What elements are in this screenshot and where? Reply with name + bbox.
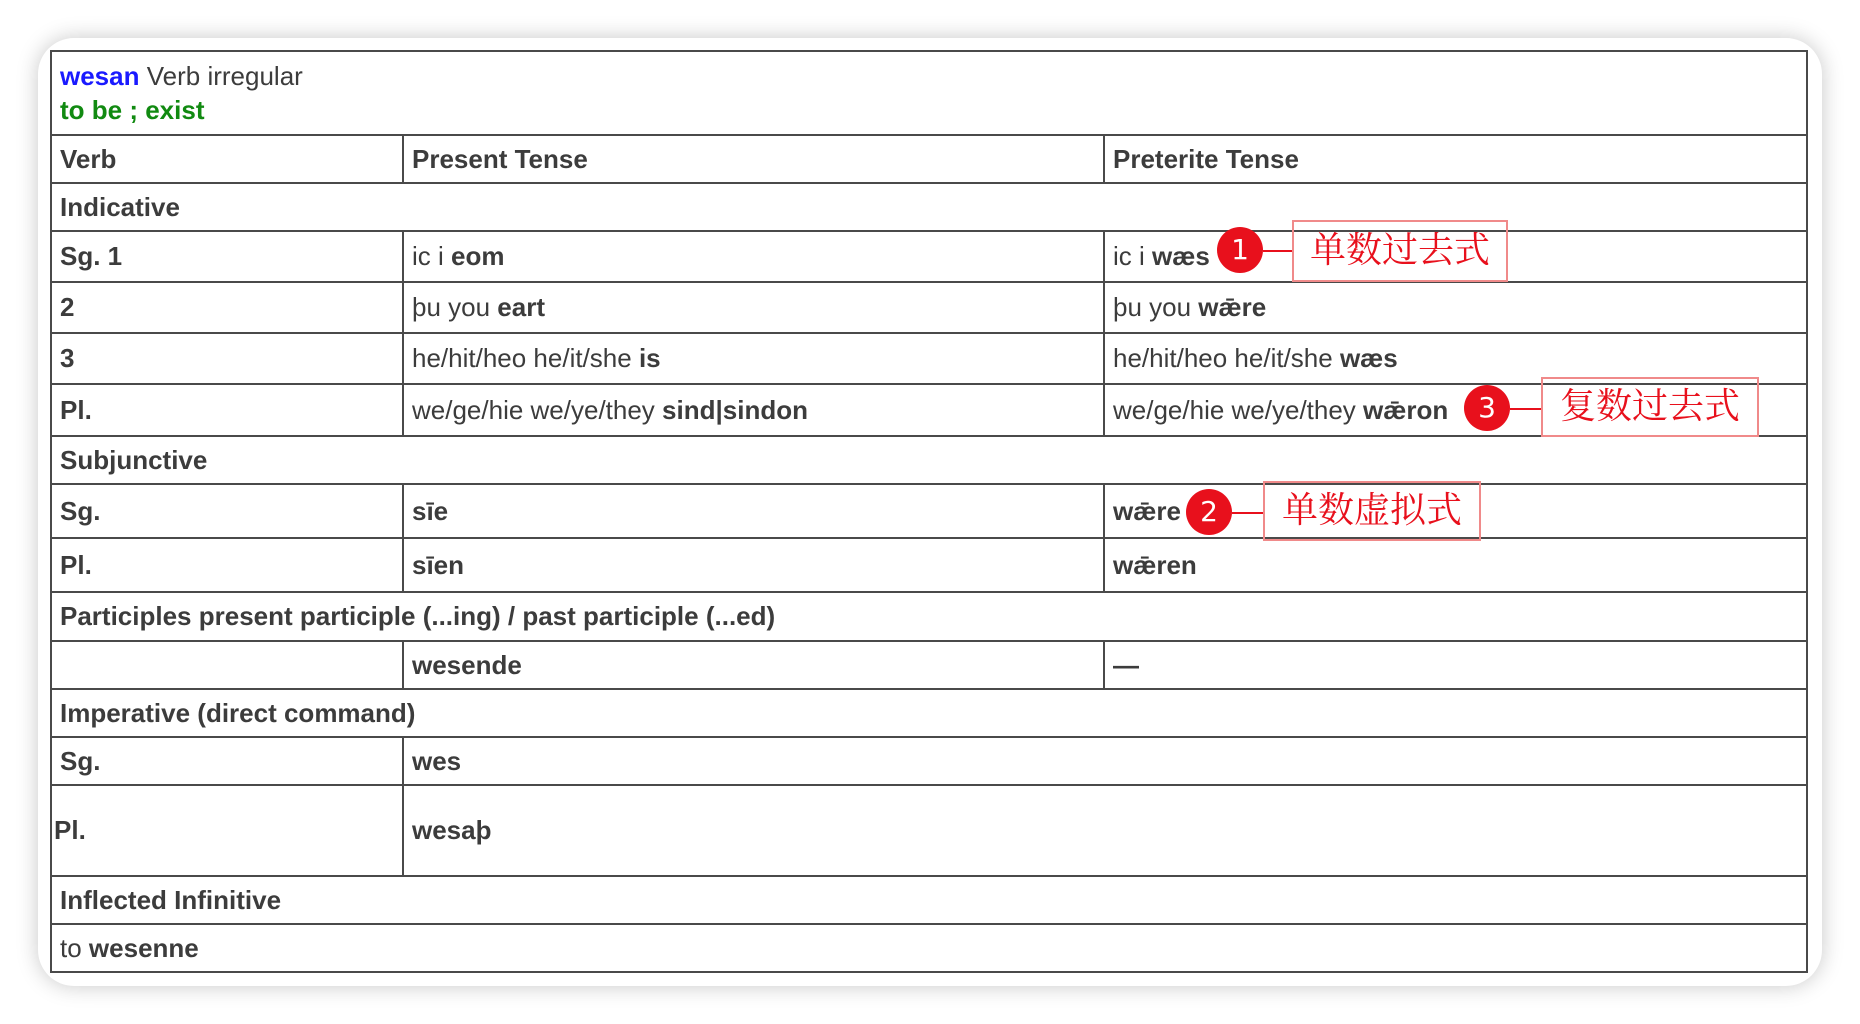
person-label: Sg. 1 bbox=[51, 231, 403, 282]
infinitive-prefix: to bbox=[60, 932, 89, 963]
verb-form: eart bbox=[497, 292, 545, 322]
section-title-infinitive: Inflected Infinitive bbox=[51, 876, 1807, 924]
verb-form: sind|sindon bbox=[662, 394, 808, 425]
section-row-indicative bbox=[51, 183, 1807, 231]
person-label: Pl. bbox=[51, 785, 403, 876]
section-row-participles bbox=[51, 592, 1807, 641]
person-label: 3 bbox=[51, 333, 403, 384]
pronoun-prefix: ic i bbox=[1113, 241, 1152, 271]
annotation-badge-2: 2 bbox=[1186, 489, 1232, 535]
entry-header bbox=[51, 51, 1807, 135]
table-row bbox=[51, 231, 1807, 282]
pronoun-prefix: he/hit/heo he/it/she bbox=[1113, 343, 1340, 373]
present-cell: sīen bbox=[403, 538, 1104, 592]
pronoun-prefix: he/hit/heo he/it/she bbox=[412, 343, 639, 373]
section-title-participles: Participles present participle (...ing) / past participle (...ed) bbox=[51, 592, 1807, 641]
verb-form: wǣron bbox=[1363, 394, 1449, 425]
table-row bbox=[51, 737, 1807, 785]
verb-form: wǣre bbox=[1198, 292, 1267, 322]
present-cell bbox=[403, 231, 1104, 282]
empty-cell bbox=[51, 641, 403, 689]
verb-form: wæs bbox=[1339, 343, 1398, 373]
annotation-connector-1 bbox=[1263, 250, 1293, 252]
pronoun-prefix: ic i bbox=[412, 241, 451, 271]
person-label: Pl. bbox=[51, 384, 403, 436]
table-row bbox=[51, 538, 1807, 592]
table-row bbox=[51, 641, 1807, 689]
table-row bbox=[51, 785, 1807, 876]
annotation-label-3: 复数过去式 bbox=[1541, 377, 1759, 437]
present-cell bbox=[403, 384, 1104, 436]
entry-header-row bbox=[51, 51, 1807, 135]
section-row-infinitive bbox=[51, 876, 1807, 924]
present-participle: wesende bbox=[403, 641, 1104, 689]
infinitive-form: wesenne bbox=[88, 932, 199, 963]
imperative-form: wesaþ bbox=[403, 785, 1807, 876]
present-cell bbox=[403, 282, 1104, 333]
annotation-connector-3 bbox=[1510, 408, 1542, 410]
word-class: Verb irregular bbox=[146, 61, 303, 91]
section-title-subjunctive: Subjunctive bbox=[51, 436, 1807, 484]
table-row bbox=[51, 282, 1807, 333]
annotation-connector-2 bbox=[1232, 512, 1264, 514]
section-row-imperative bbox=[51, 689, 1807, 737]
verb-form: wæs bbox=[1152, 241, 1210, 271]
table-row bbox=[51, 924, 1807, 972]
column-header-row bbox=[51, 135, 1807, 183]
verb-form: is bbox=[638, 343, 661, 373]
annotation-label-1: 单数过去式 bbox=[1292, 220, 1508, 282]
person-label: Sg. bbox=[51, 484, 403, 538]
present-cell: sīe bbox=[403, 484, 1104, 538]
column-header-verb: Verb bbox=[51, 135, 403, 183]
annotation-badge-3: 3 bbox=[1464, 385, 1510, 431]
headword: wesan bbox=[60, 61, 140, 91]
annotation-label-2: 单数虚拟式 bbox=[1263, 481, 1481, 541]
preterite-cell bbox=[1104, 282, 1807, 333]
person-label: Pl. bbox=[51, 538, 403, 592]
past-participle: — bbox=[1104, 641, 1807, 689]
imperative-form: wes bbox=[403, 737, 1807, 785]
column-header-preterite: Preterite Tense bbox=[1104, 135, 1807, 183]
table-row bbox=[51, 484, 1807, 538]
verb-form: eom bbox=[451, 241, 505, 271]
pronoun-prefix: þu you bbox=[1113, 292, 1199, 322]
preterite-cell: wǣre bbox=[1104, 484, 1807, 538]
person-label: Sg. bbox=[51, 737, 403, 785]
section-title-indicative: Indicative bbox=[51, 183, 1807, 231]
pronoun-prefix: þu you bbox=[412, 292, 498, 322]
annotation-badge-1: 1 bbox=[1217, 227, 1263, 273]
word-meaning: to be ; exist bbox=[60, 95, 205, 125]
infinitive-cell bbox=[51, 924, 1807, 972]
pronoun-prefix: we/ge/hie we/ye/they bbox=[412, 394, 663, 425]
pronoun-prefix: we/ge/hie we/ye/they bbox=[1113, 394, 1364, 425]
preterite-cell: wǣren bbox=[1104, 538, 1807, 592]
column-header-present: Present Tense bbox=[403, 135, 1104, 183]
section-title-imperative: Imperative (direct command) bbox=[51, 689, 1807, 737]
person-label: 2 bbox=[51, 282, 403, 333]
conjugation-table bbox=[50, 50, 1808, 973]
present-cell bbox=[403, 333, 1104, 384]
section-row-subjunctive bbox=[51, 436, 1807, 484]
